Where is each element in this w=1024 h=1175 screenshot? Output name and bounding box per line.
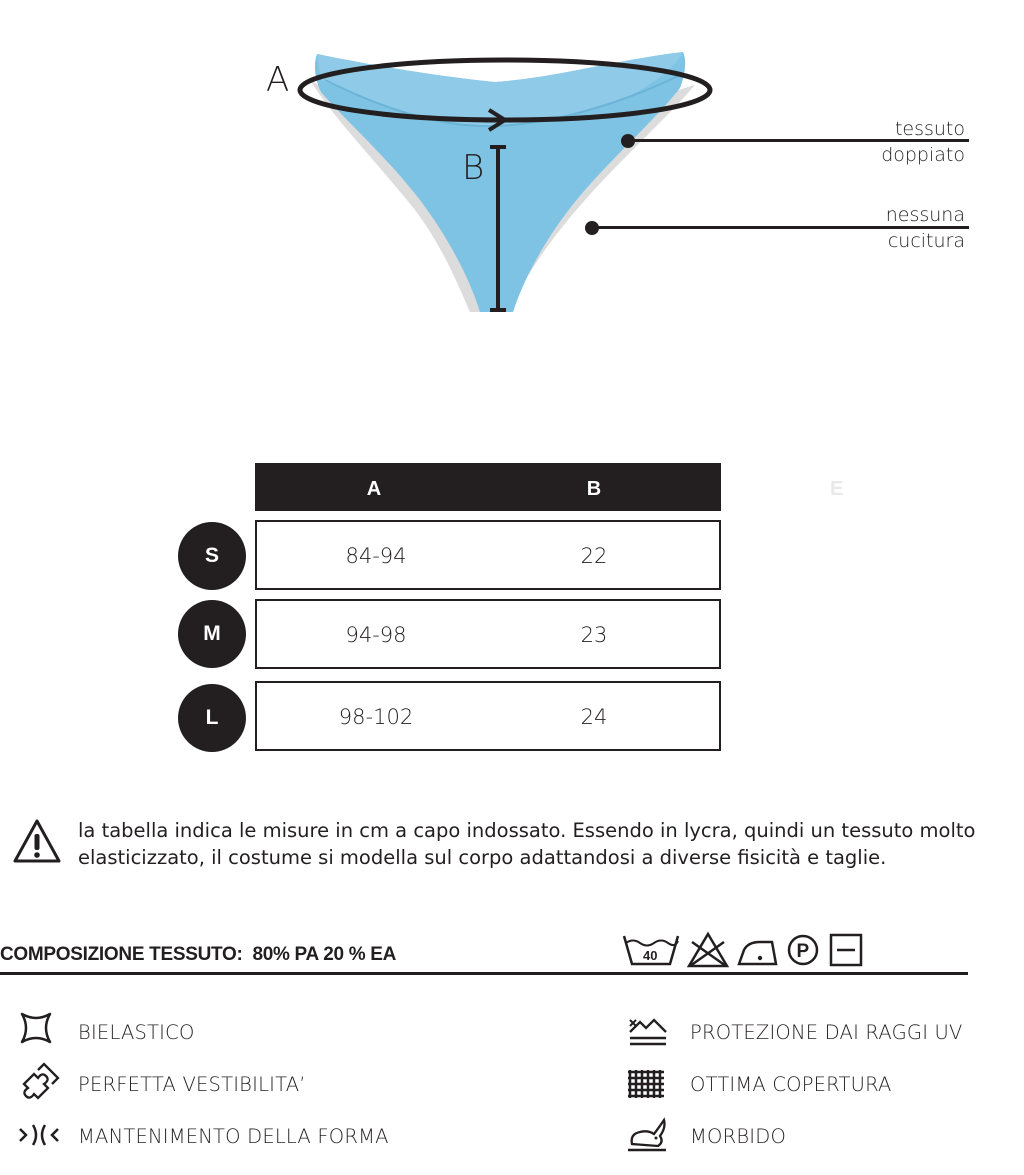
- warning-icon: [12, 818, 62, 864]
- wash-temp: 40: [643, 948, 658, 963]
- dimension-label-b: B: [462, 148, 485, 188]
- no-bleach-icon: [686, 930, 730, 970]
- feature-label-vestibilita: PERFETTA VESTIBILITA’: [78, 1073, 306, 1096]
- table-row: [255, 599, 721, 669]
- callout-line1: nessuna: [885, 204, 965, 226]
- shape-retention-icon: [18, 1115, 62, 1155]
- uv-protection-icon: [626, 1012, 670, 1052]
- cell-a: 84-94: [345, 544, 407, 568]
- callout-line1: tessuto: [894, 118, 965, 140]
- feature-label-bielastico: BIELASTICO: [78, 1021, 195, 1044]
- stretch-icon: [18, 1010, 62, 1050]
- feature-label-uv: PROTEZIONE DAI RAGGI UV: [690, 1021, 963, 1044]
- coverage-grid-icon: [626, 1064, 670, 1104]
- table-row: [255, 520, 721, 590]
- size-note: la tabella indica le misure in cm a capo indossato. Essendo in lycra, quindi un tessuto molto elasticizzato, il costume si modella sul corpo adattandosi a diverse fisicità e taglie.: [78, 819, 976, 869]
- soft-rabbit-icon: [626, 1114, 670, 1154]
- size-badge-m: M: [178, 600, 246, 668]
- flat-dry-icon: [828, 930, 864, 970]
- feature-label-forma: MANTENIMENTO DELLA FORMA: [78, 1125, 389, 1148]
- cell-b: 24: [580, 705, 608, 729]
- dimension-label-a: A: [266, 60, 290, 100]
- column-header-a: A: [366, 478, 382, 500]
- size-badge-s: S: [178, 522, 246, 590]
- iron-low-icon: [736, 930, 782, 970]
- cell-b: 22: [580, 544, 608, 568]
- feature-label-morbido: MORBIDO: [690, 1125, 787, 1148]
- feature-label-copertura: OTTIMA COPERTURA: [690, 1073, 892, 1096]
- callout-double-fabric: [800, 116, 965, 168]
- size-table-header: [255, 463, 721, 511]
- size-badge-l: L: [178, 684, 246, 752]
- garment-illustration: [255, 40, 725, 330]
- dry-clean-letter: P: [796, 941, 810, 962]
- callout-no-seam: [800, 202, 965, 254]
- table-row: [255, 681, 721, 751]
- puzzle-fit-icon: [18, 1062, 62, 1102]
- section-divider: [0, 972, 968, 975]
- callout-line2: cucitura: [887, 230, 965, 252]
- cell-a: 94-98: [345, 623, 407, 647]
- composition-label: COMPOSIZIONE TESSUTO:: [0, 944, 243, 965]
- wash-40-icon: [622, 930, 680, 970]
- column-header-e-faded: E: [830, 478, 844, 500]
- composition-value: 80% PA 20 % EA: [252, 944, 397, 965]
- cell-a: 98-102: [338, 705, 414, 729]
- cell-b: 23: [580, 623, 608, 647]
- bikini-bottom-drawing: [255, 40, 725, 330]
- callout-line2: doppiato: [881, 144, 965, 166]
- dry-clean-p-icon: [786, 930, 822, 970]
- fabric-composition: [0, 944, 396, 966]
- column-header-b: B: [586, 478, 602, 500]
